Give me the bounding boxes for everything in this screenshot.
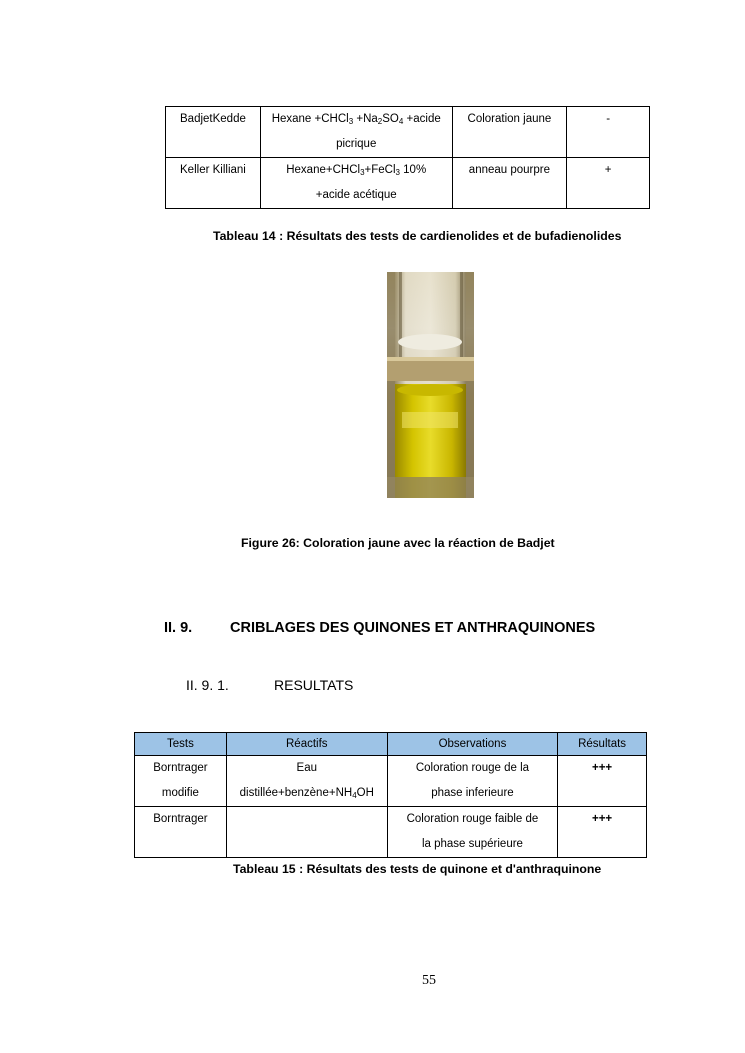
page-number: 55	[422, 973, 436, 988]
section-title: CRIBLAGES DES QUINONES ET ANTHRAQUINONES	[230, 620, 596, 636]
table-cell-reactif: Eau $distillée+benzène+NH_4OH$	[226, 756, 387, 807]
subsection-title: RESULTATS	[274, 677, 354, 693]
table-cell-observation: Coloration rouge de la phase inferieure	[387, 756, 557, 807]
table-cell-test: Borntrager	[135, 807, 227, 858]
table-row	[166, 158, 650, 209]
table-15-caption: Tableau 15 : Résultats des tests de quinone et d'anthraquinone	[233, 862, 602, 876]
table-cell-test: Borntrager modifie	[135, 756, 227, 807]
table-header-row	[135, 733, 647, 756]
table-cell-reactif: Hexane+CHCl$_3$+FeCl$_3$ 10% +acide acétique	[260, 158, 452, 209]
table-row	[135, 756, 647, 807]
subsection-number: II. 9. 1.	[186, 677, 229, 693]
header-reactifs: Réactifs	[226, 733, 387, 756]
header-tests: Tests	[135, 733, 227, 756]
table-14	[165, 106, 650, 209]
table-cell-observation: Coloration jaune	[452, 107, 567, 158]
table-15	[134, 732, 647, 858]
test-tube-photo	[387, 272, 474, 498]
table-cell-test: BadjetKedde	[166, 107, 261, 158]
table-cell-reactif: Hexane +CHCl$_3$ $+Na_2SO_4$ +acide picrique	[260, 107, 452, 158]
table-cell-test: Keller Killiani	[166, 158, 261, 209]
header-observations: Observations	[387, 733, 557, 756]
table-row	[135, 807, 647, 858]
table-cell-resultat: -	[567, 107, 650, 158]
table-cell-resultat: +++	[558, 756, 647, 807]
table-cell-reactif	[226, 807, 387, 858]
table-14-caption: Tableau 14 : Résultats des tests de cardienolides et de bufadienolides	[213, 229, 622, 243]
table-cell-resultat: +	[567, 158, 650, 209]
table-cell-observation: anneau pourpre	[452, 158, 567, 209]
table-cell-observation: Coloration rouge faible de la phase supérieure	[387, 807, 557, 858]
figure-26-caption: Figure 26: Coloration jaune avec la réaction de Badjet	[241, 536, 555, 550]
section-number: II. 9.	[164, 620, 193, 636]
table-row	[166, 107, 650, 158]
header-resultats: Résultats	[558, 733, 647, 756]
table-cell-resultat: +++	[558, 807, 647, 858]
